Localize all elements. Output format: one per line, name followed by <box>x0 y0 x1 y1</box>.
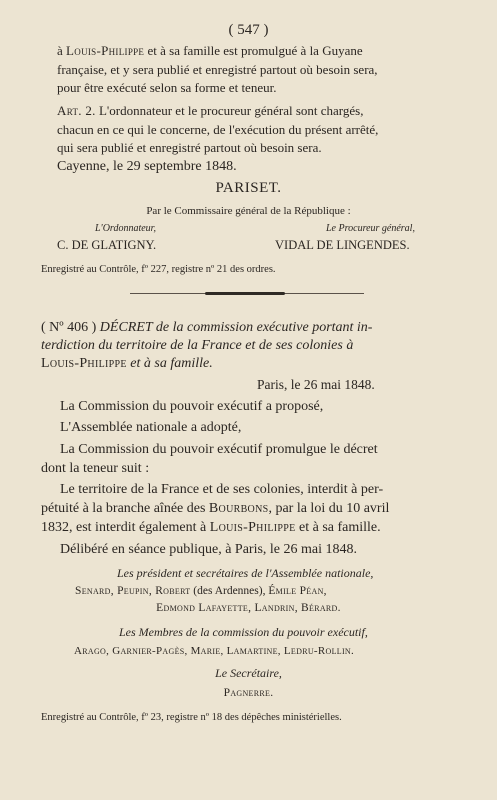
decree-title-line <box>41 321 372 335</box>
decree-title-line <box>41 357 213 371</box>
role-right: Le Procureur général, <box>326 223 415 234</box>
text-fragment: L'ordonnateur et le procureur général sont chargés, <box>95 103 364 118</box>
signatory-names <box>75 586 327 598</box>
text-line <box>41 502 389 516</box>
registration-note: Enregistré au Contrôle, fº 227, registre nº 21 des ordres. <box>41 264 276 275</box>
text-line: Délibéré en séance publique, à Paris, le 26 mai 1848. <box>60 542 358 557</box>
signatory-name: PARISET. <box>215 180 282 196</box>
text-line: La Commission du pouvoir exécutif a proposé, <box>60 399 324 414</box>
text-fragment: à <box>57 43 67 58</box>
person-name: Senard, Peupin, Robert <box>75 585 191 597</box>
text-line <box>57 44 363 57</box>
text-line: dont la teneur suit : <box>41 461 150 476</box>
person-name: Louis-Philippe <box>209 520 296 535</box>
text-line: L'Assemblée nationale a adopté, <box>60 420 242 435</box>
article-2-line <box>57 104 363 117</box>
text-line: Le territoire de la France et de ses colonies, interdit à per- <box>60 482 384 497</box>
text-fragment: et à sa famille. <box>295 520 381 535</box>
decree-title-line: terdiction du territoire de la France et de ses colonies à <box>41 338 354 353</box>
decree-number: ( Nº 406 ) <box>41 320 97 335</box>
article-label: Art. 2. <box>57 103 96 118</box>
name-left: C. DE GLATIGNY. <box>57 238 157 252</box>
text-fragment: pétuité à la branche aînée des <box>41 501 209 516</box>
divider-ornament <box>205 292 285 295</box>
person-name: Bourbons <box>208 501 269 516</box>
signatory-names: Arago, Garnier-Pagès, Marie, Lamartine, Ledru-Rollin. <box>74 645 355 657</box>
text-fragment: 1832, est interdit également à <box>41 520 210 535</box>
text-line: chacun en ce qui le concerne, de l'exécution du présent arrêté, <box>57 122 379 137</box>
signatory-names: Pagnerre. <box>223 687 274 699</box>
decree-title-text: et à sa famille. <box>126 356 213 371</box>
text-fragment: (des Ardennes), <box>190 585 269 597</box>
role-left: L'Ordonnateur, <box>95 223 156 234</box>
signatories-heading: Les Membres de la commission du pouvoir exécutif, <box>119 625 368 639</box>
text-fragment: , par la loi du 10 avril <box>268 501 390 516</box>
person-name: Émile Péan, <box>268 585 327 597</box>
signatories-heading: Le Secrétaire, <box>215 666 282 680</box>
person-name: Louis-Philippe <box>66 43 145 58</box>
text-line: pour être exécuté selon sa forme et teneur. <box>57 80 277 95</box>
countersign-heading: Par le Commissaire général de la République : <box>146 205 351 217</box>
signatory-names: Edmond Lafayette, Landrin, Bérard. <box>156 602 341 614</box>
registration-note: Enregistré au Contrôle, fº 23, registre nº 18 des dépêches ministérielles. <box>41 712 342 723</box>
decree-title-text: DÉCRET de la commission exécutive portant in- <box>96 320 373 335</box>
text-line: La Commission du pouvoir exécutif promulgue le décret <box>60 442 378 457</box>
name-right: VIDAL DE LINGENDES. <box>275 238 410 252</box>
text-line: française, et y sera publié et enregistré partout où besoin sera, <box>57 62 378 77</box>
decree-date: Paris, le 26 mai 1848. <box>257 377 375 392</box>
page-number: ( 547 ) <box>228 22 269 38</box>
text-line: qui sera publié et enregistré partout où besoin sera. <box>57 140 322 155</box>
person-name: Louis-Philippe <box>41 356 127 371</box>
place-date: Cayenne, le 29 septembre 1848. <box>57 159 237 174</box>
text-fragment: et à sa famille est promulgué à la Guyane <box>144 43 363 58</box>
text-line <box>41 521 381 535</box>
signatories-heading: Les président et secrétaires de l'Assemblée nationale, <box>117 566 374 580</box>
